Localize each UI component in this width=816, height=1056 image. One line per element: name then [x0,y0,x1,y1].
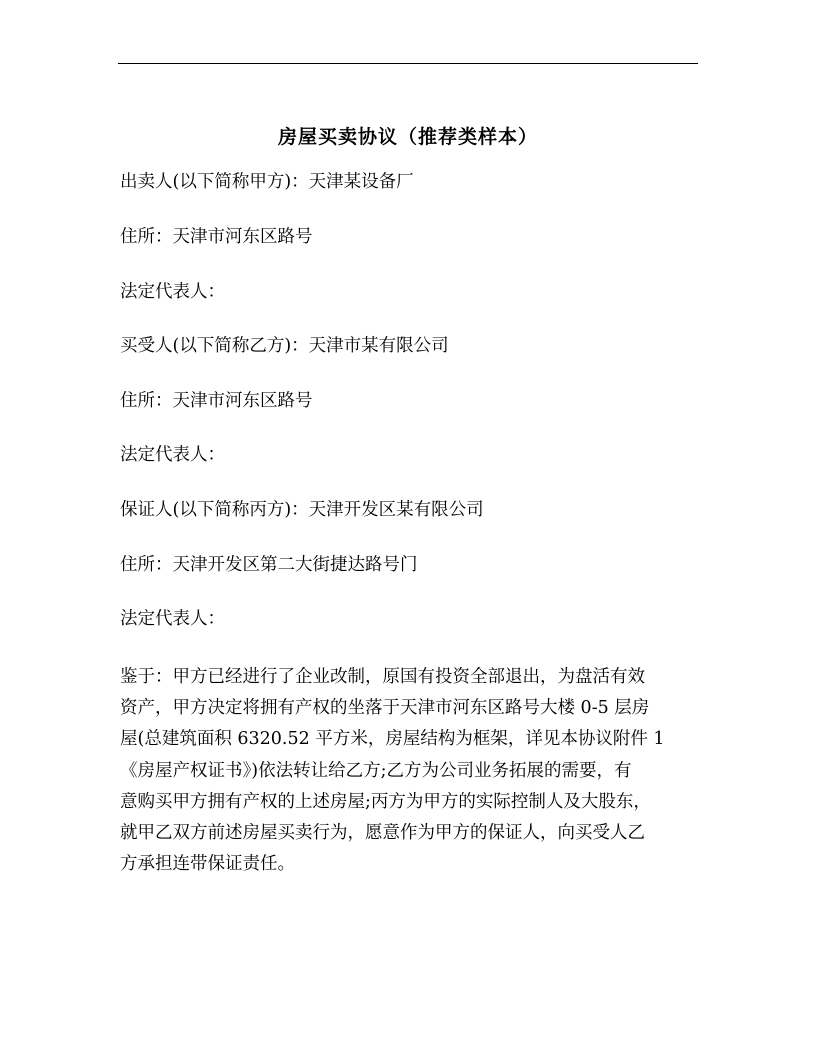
recital-paragraph [120,662,700,880]
paragraph-line: 屋(总建筑面积 6320.52 平方米，房屋结构为框架，详见本协议附件 1 [120,729,665,750]
header-rule [118,63,698,64]
buyer-line: 买受人(以下简称乙方)：天津市某有限公司 [120,336,449,356]
guarantor-line: 保证人(以下简称丙方)：天津开发区某有限公司 [120,500,484,520]
buyer-address-line: 住所：天津市河东区路号 [120,391,313,411]
paragraph-line: 鉴于：甲方已经进行了企业改制，原国有投资全部退出，为盘活有效 [120,667,645,687]
guarantor-representative-line: 法定代表人： [120,609,225,629]
seller-address-line: 住所：天津市河东区路号 [120,227,313,247]
paragraph-line: 方承担连带保证责任。 [120,854,295,875]
guarantor-address-line: 住所：天津开发区第二大街捷达路号门 [120,555,418,575]
seller-line: 出卖人(以下简称甲方)：天津某设备厂 [120,172,414,192]
paragraph-line: 《房屋产权证书》)依法转让给乙方;乙方为公司业务拓展的需要，有 [120,760,632,781]
document-title: 房屋买卖协议（推荐类样本） [277,126,538,148]
seller-representative-line: 法定代表人： [120,282,225,302]
buyer-representative-line: 法定代表人： [120,445,225,465]
paragraph-line: 就甲乙双方前述房屋买卖行为，愿意作为甲方的保证人，向买受人乙 [120,823,645,844]
paragraph-line: 意购买甲方拥有产权的上述房屋;丙方为甲方的实际控制人及大股东， [120,791,651,812]
paragraph-line: 资产，甲方决定将拥有产权的坐落于天津市河东区路号大楼 0-5 层房 [120,698,650,719]
